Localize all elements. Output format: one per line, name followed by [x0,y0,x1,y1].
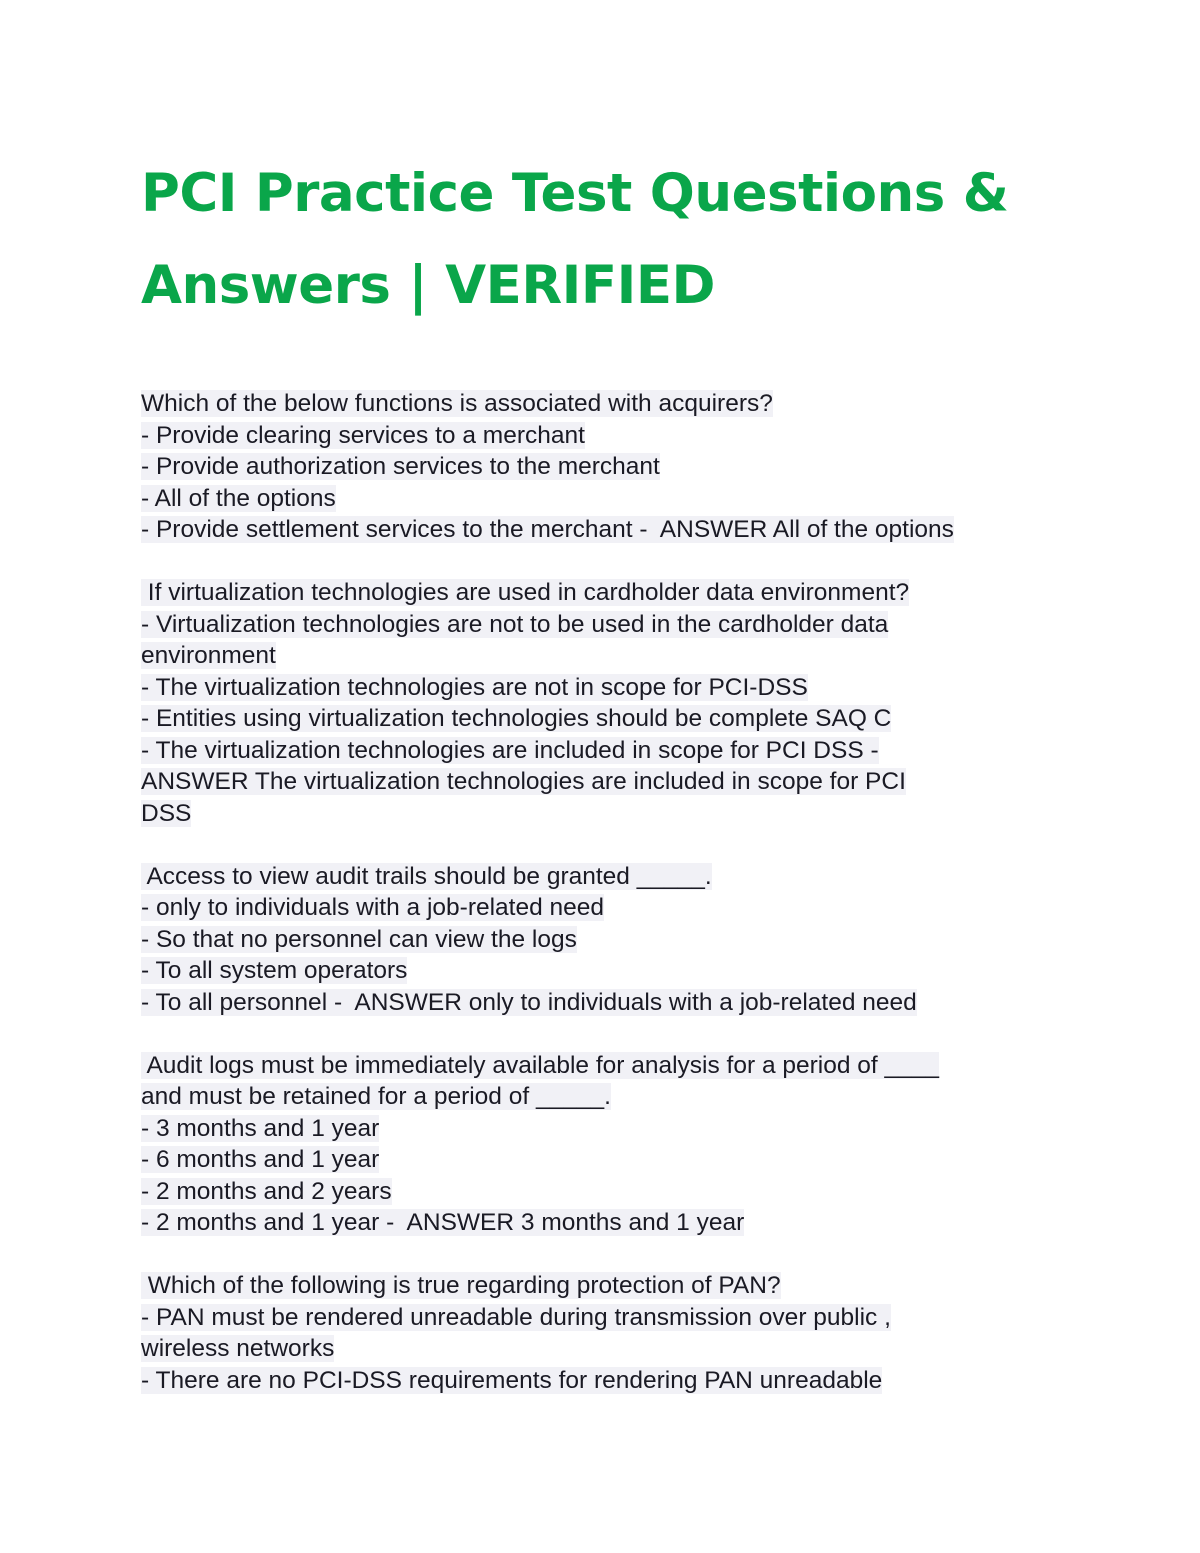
question-text: Access to view audit trails should be granted _____. [141,862,712,890]
option-line: - Virtualization technologies are not to be used in the cardholder data [141,610,889,638]
option-line: - To all system operators [141,957,408,984]
title-line: Answers | VERIFIED [141,255,716,316]
option-line: - 3 months and 1 year [141,1114,380,1142]
option-line: - The virtualization technologies are included in scope for PCI DSS - [141,736,879,764]
answer-line: - Provide settlement services to the merchant - ANSWER All of the options [141,516,954,543]
option-line: - The virtualization technologies are not in scope for PCI-DSS [141,673,808,701]
option-line: environment [141,642,276,669]
document-title [141,148,1121,332]
option-line: - All of the options [141,484,336,512]
question-text: and must be retained for a period of _____. [141,1083,611,1110]
option-line: - 2 months and 2 years [141,1177,392,1205]
option-line: - Entities using virtualization technologies should be complete SAQ C [141,705,892,732]
question-text: Which of the following is true regarding protection of PAN? [141,1272,781,1299]
option-line: - Provide clearing services to a merchant [141,421,585,449]
title-line: PCI Practice Test Questions & [141,163,1009,224]
option-line: - So that no personnel can view the logs [141,925,577,953]
answer-line: DSS [141,799,192,827]
question-block-5 [141,1270,1141,1396]
option-line: - only to individuals with a job-related need [141,894,605,921]
question-block-3 [141,861,1141,1019]
answer-line: - To all personnel - ANSWER only to individuals with a job-related need [141,988,917,1016]
option-line: - PAN must be rendered unreadable during transmission over public , [141,1303,891,1331]
question-text: If virtualization technologies are used in cardholder data environment? [141,579,910,606]
answer-line: ANSWER The virtualization technologies are included in scope for PCI [141,768,906,795]
option-line: wireless networks [141,1335,335,1362]
question-text: Audit logs must be immediately available for analysis for a period of ____ [141,1051,940,1079]
question-block-4 [141,1050,1141,1239]
question-block-2 [141,577,1141,829]
option-line: - There are no PCI-DSS requirements for rendering PAN unreadable [141,1366,883,1394]
question-text: Which of the below functions is associated with acquirers? [141,390,773,417]
answer-line: - 2 months and 1 year - ANSWER 3 months and 1 year [141,1209,745,1236]
document-body [141,388,1141,1428]
question-block-1 [141,388,1141,546]
option-line: - 6 months and 1 year [141,1146,380,1173]
option-line: - Provide authorization services to the merchant [141,453,660,480]
